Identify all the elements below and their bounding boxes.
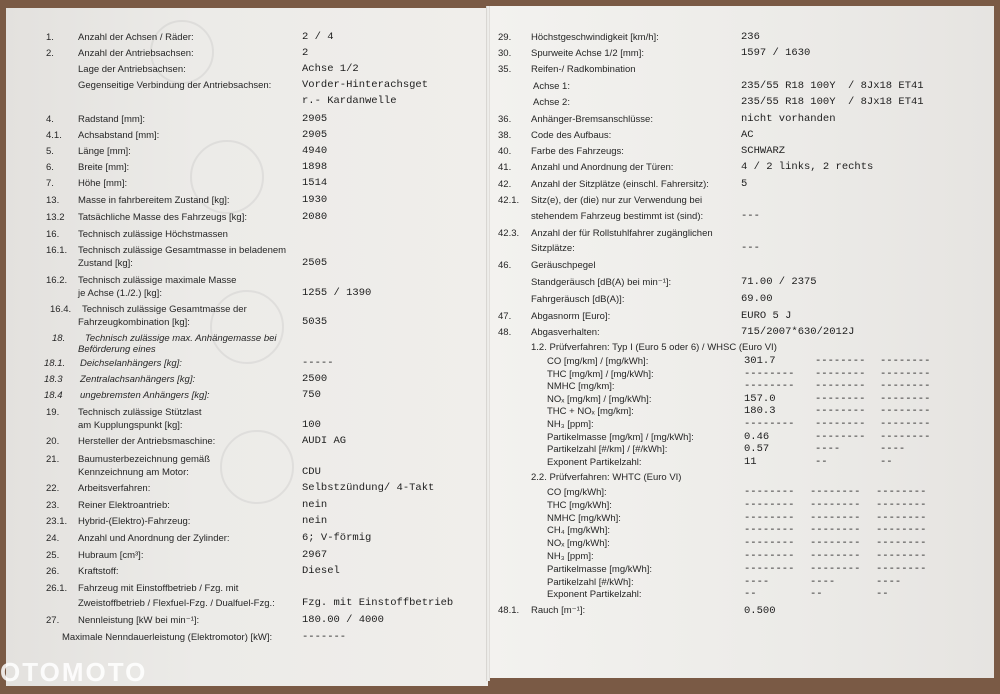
field-label: Deichselanhängers [kg]: — [80, 358, 182, 369]
field-number: 30. — [498, 48, 512, 59]
emission-value: -------- — [876, 550, 927, 562]
emission-value: -------- — [880, 367, 931, 380]
emission-value: -------- — [744, 418, 795, 430]
field-value: 1597 / 1630 — [741, 47, 811, 59]
emission-value: -- — [880, 455, 893, 468]
field-label: Masse in fahrbereitem Zustand [kg]: — [78, 195, 230, 206]
field-value: Vorder-Hinterachsget — [302, 79, 429, 91]
field-label: Kennzeichnung am Motor: — [78, 467, 189, 478]
field-number: 36. — [498, 114, 512, 125]
emission-value: -------- — [880, 392, 931, 405]
emission-value: -------- — [815, 392, 866, 405]
field-label: Anzahl der Antriebsachsen: — [78, 48, 194, 59]
emission-value: -------- — [815, 367, 866, 380]
field-number: 20. — [46, 436, 60, 447]
field-value: 236 — [741, 31, 760, 43]
field-value: 2905 — [302, 129, 328, 141]
field-value: 0.500 — [744, 605, 776, 617]
emission-label: NOₓ [mg/km] / [mg/kWh]: — [547, 393, 652, 405]
field-label: Sitzplätze: — [531, 243, 575, 254]
field-label: Technisch zulässige Höchstmassen — [78, 229, 228, 240]
field-label: Radstand [mm]: — [78, 114, 146, 125]
emission-label: NMHC [mg/km]: — [547, 381, 615, 393]
emission-label: CH₄ [mg/kWh]: — [547, 525, 610, 537]
field-number: 25. — [46, 550, 60, 561]
field-number: 42. — [498, 179, 512, 190]
field-label: Sitz(e), der (die) nur zur Verwendung bei — [531, 195, 703, 206]
field-value: AUDI AG — [302, 435, 347, 447]
field-value: SCHWARZ — [741, 145, 786, 157]
emission-value: ---- — [744, 575, 770, 588]
field-number: 18.3 — [44, 374, 63, 385]
field-label: Achse 1: — [533, 81, 570, 92]
emission-value: -------- — [815, 355, 866, 367]
field-value: AC — [741, 129, 754, 141]
emission-value: -------- — [876, 498, 927, 511]
field-value: CDU — [302, 466, 321, 478]
emission-value: -------- — [744, 550, 795, 562]
field-label: ungebremsten Anhängers [kg]: — [80, 390, 210, 401]
field-value: 1898 — [302, 161, 328, 173]
field-label: Höhe [mm]: — [78, 178, 128, 189]
field-label: Farbe des Fahrzeugs: — [531, 146, 624, 157]
field-number: 16.2. — [46, 275, 68, 286]
field-label: Reifen-/ Radkombination — [531, 64, 636, 75]
field-label: Hersteller der Antriebsmaschine: — [78, 436, 216, 447]
emission-value: -------- — [744, 562, 795, 575]
emission-label: NH₃ [ppm]: — [547, 419, 594, 430]
field-number: 18.1. — [44, 358, 66, 369]
emission-value: -------- — [880, 405, 931, 418]
emission-label: NH₃ [ppm]: — [547, 551, 594, 562]
emission-value: -------- — [876, 524, 927, 537]
field-value: 71.00 / 2375 — [741, 276, 817, 288]
field-value: / 8Jx18 ET41 — [848, 80, 924, 92]
field-number: 22. — [46, 483, 60, 494]
field-number: 23.1. — [46, 516, 68, 527]
field-label: Standgeräusch [dB(A) bei min⁻¹]: — [531, 277, 672, 288]
field-number: 48.1. — [498, 605, 520, 616]
emission-label: CO [mg/kWh]: — [547, 487, 607, 498]
field-label: Breite [mm]: — [78, 162, 130, 173]
field-label: Anzahl der Achsen / Räder: — [78, 32, 194, 43]
field-label: Anhänger-Bremsanschlüsse: — [531, 114, 653, 125]
emission-label: NOₓ [mg/kWh]: — [547, 538, 610, 550]
emission-value: -------- — [815, 418, 866, 430]
emission-value: -------- — [810, 511, 861, 524]
field-value: ----- — [302, 357, 334, 369]
field-value: 1930 — [302, 194, 328, 206]
emission-value: -------- — [810, 537, 861, 550]
field-label: Zentralachsanhängers [kg]: — [80, 374, 196, 385]
emission-label: Partikelzahl [#/kWh]: — [547, 576, 634, 588]
field-value: 235/55 R18 100Y — [741, 96, 836, 108]
field-label: Technisch zulässige Gesamtmasse der — [82, 304, 247, 315]
field-number: 47. — [498, 311, 512, 322]
emission-value: -------- — [880, 355, 931, 367]
field-label: Zweistoffbetrieb / Flexfuel-Fzg. / Dualfuel-Fzg.: — [78, 598, 275, 609]
emission-value: -- — [876, 588, 889, 601]
field-number: 16. — [46, 229, 60, 240]
field-value: 235/55 R18 100Y — [741, 80, 836, 92]
field-label: je Achse (1./2.) [kg]: — [78, 288, 162, 299]
field-value: 1255 / 1390 — [302, 287, 372, 299]
field-label: Geräuschpegel — [531, 260, 596, 271]
emission-value: -------- — [744, 524, 795, 537]
field-label: Technisch zulässige Stützlast — [78, 407, 202, 418]
emission-value: -- — [744, 588, 757, 601]
field-value: Selbstzündung/ 4-Takt — [302, 482, 435, 494]
emission-value: -------- — [810, 562, 861, 575]
field-number: 38. — [498, 130, 512, 141]
field-label: Technisch zulässige maximale Masse — [78, 275, 237, 286]
field-number: 5. — [46, 146, 54, 157]
field-number: 35. — [498, 64, 512, 75]
field-value: Diesel — [302, 565, 340, 577]
field-label: stehendem Fahrzeug bestimmt ist (sind): — [531, 211, 704, 222]
field-number: 16.4. — [50, 304, 72, 315]
emission-value: 0.46 — [744, 430, 770, 443]
field-label: Achsabstand [mm]: — [78, 130, 160, 141]
field-number: 27. — [46, 615, 60, 626]
emission-value: 180.3 — [744, 405, 776, 418]
field-value: ------- — [302, 631, 347, 643]
field-label: Länge [mm]: — [78, 146, 131, 157]
emission-value: -------- — [810, 498, 861, 511]
emission-label: Partikelmasse [mg/kWh]: — [547, 563, 653, 575]
field-label: Abgasverhalten: — [531, 327, 600, 338]
field-number: 4. — [46, 114, 54, 125]
field-value: nein — [302, 499, 328, 511]
field-value: 5035 — [302, 316, 328, 328]
emission-value: 11 — [744, 455, 757, 468]
emission-label: Partikelzahl [#/km] / [#/kWh]: — [547, 444, 668, 456]
field-number: 1. — [46, 32, 54, 43]
field-value: 6; V-förmig — [302, 532, 372, 544]
field-label: Spurweite Achse 1/2 [mm]: — [531, 48, 644, 59]
field-label: Technisch zulässige Gesamtmasse in beladenem — [78, 245, 287, 256]
emission-label: Exponent Partikelzahl: — [547, 456, 642, 468]
emission-label: NMHC [mg/kWh]: — [547, 512, 621, 524]
field-value: 750 — [302, 389, 321, 401]
emission-value: -------- — [880, 380, 931, 393]
emission-value: -------- — [744, 367, 795, 380]
emission-value: -------- — [810, 550, 861, 562]
field-value: 1514 — [302, 177, 328, 189]
emission-value: -------- — [815, 430, 866, 443]
field-label: Anzahl und Anordnung der Zylinder: — [78, 533, 230, 544]
field-number: 48. — [498, 327, 512, 338]
emission-value: -------- — [744, 537, 795, 550]
emission-label: Exponent Partikelzahl: — [547, 589, 642, 601]
field-number: 24. — [46, 533, 60, 544]
field-value: 2905 — [302, 113, 328, 125]
watermark-ring — [220, 430, 294, 504]
emission-value: -------- — [880, 430, 931, 443]
emission-value: -------- — [815, 380, 866, 393]
field-label: Achse 2: — [533, 97, 570, 108]
field-number: 4.1. — [46, 130, 62, 141]
field-value: 2 / 4 — [302, 31, 334, 43]
field-label: Abgasnorm [Euro]: — [531, 311, 611, 322]
emission-value: -------- — [876, 511, 927, 524]
field-label: Hybrid-(Elektro)-Fahrzeug: — [78, 516, 191, 527]
emission-value: ---- — [815, 443, 841, 456]
field-label: Reiner Elektroantrieb: — [78, 500, 170, 511]
field-number: 21. — [46, 454, 60, 465]
field-label: Anzahl und Anordnung der Türen: — [531, 162, 674, 173]
field-value: 2967 — [302, 549, 328, 561]
emission-value: -------- — [876, 537, 927, 550]
field-value: 4 / 2 links, 2 rechts — [741, 161, 874, 173]
emission-value: -- — [810, 588, 823, 601]
emission-value: -------- — [880, 418, 931, 430]
field-value: 715/2007*630/2012J — [741, 326, 855, 338]
emission-value: -------- — [744, 380, 795, 393]
field-label: Hubraum [cm³]: — [78, 550, 144, 561]
field-number: 23. — [46, 500, 60, 511]
field-number: 16.1. — [46, 245, 68, 256]
field-number: 18. — [52, 333, 66, 344]
emission-value: 0.57 — [744, 443, 770, 456]
field-label: Maximale Nenndauerleistung (Elektromotor) [kW]: — [62, 632, 273, 643]
emissions-heading: 1.2. Prüfverfahren: Typ I (Euro 5 oder 6) / WHSC (Euro VI) — [531, 342, 777, 353]
page-fold — [486, 6, 490, 681]
field-number: 13. — [46, 195, 60, 206]
emission-value: -------- — [876, 486, 927, 498]
field-number: 40. — [498, 146, 512, 157]
field-label: Code des Aufbaus: — [531, 130, 612, 141]
field-value: 2500 — [302, 373, 328, 385]
emissions-heading: 2.2. Prüfverfahren: WHTC (Euro VI) — [531, 472, 682, 483]
field-label: Beförderung eines — [78, 344, 156, 355]
field-number: 13.2 — [46, 212, 65, 223]
field-label: am Kupplungspunkt [kg]: — [78, 420, 183, 431]
emission-value: -- — [815, 455, 828, 468]
emission-label: THC [mg/km] / [mg/kWh]: — [547, 368, 654, 380]
emission-value: -------- — [744, 486, 795, 498]
emission-value: ---- — [810, 575, 836, 588]
emission-value: -------- — [744, 511, 795, 524]
field-value: 2 — [302, 47, 309, 59]
field-number: 42.1. — [498, 195, 520, 206]
field-number: 7. — [46, 178, 54, 189]
emission-value: -------- — [810, 486, 861, 498]
field-label: Tatsächliche Masse des Fahrzeugs [kg]: — [78, 212, 247, 223]
field-label: Gegenseitige Verbindung der Antriebsachsen: — [78, 80, 272, 91]
field-label: Fahrzeugkombination [kg]: — [78, 317, 190, 328]
emission-value: ---- — [880, 443, 906, 456]
emission-value: 301.7 — [744, 355, 776, 367]
field-value: nicht vorhanden — [741, 113, 836, 125]
emission-label: Partikelmasse [mg/km] / [mg/kWh]: — [547, 431, 694, 443]
field-label: Arbeitsverfahren: — [78, 483, 151, 494]
field-label: Zustand [kg]: — [78, 258, 133, 269]
emission-label: CO [mg/km] / [mg/kWh]: — [547, 356, 649, 367]
field-value: 5 — [741, 178, 748, 190]
field-value: nein — [302, 515, 328, 527]
emission-value: -------- — [876, 562, 927, 575]
field-value: --- — [741, 242, 760, 254]
field-label: Kraftstoff: — [78, 566, 119, 577]
field-value: r.- Kardanwelle — [302, 95, 397, 107]
field-number: 19. — [46, 407, 60, 418]
emission-value: -------- — [744, 498, 795, 511]
field-number: 26.1. — [46, 583, 68, 594]
field-label: Fahrgeräusch [dB(A)]: — [531, 294, 625, 305]
field-value: EURO 5 J — [741, 310, 792, 322]
field-value: 2080 — [302, 211, 328, 223]
field-number: 29. — [498, 32, 512, 43]
emission-label: THC + NOₓ [mg/km]: — [547, 406, 634, 418]
field-number: 18.4 — [44, 390, 63, 401]
field-label: Rauch [m⁻¹]: — [531, 605, 586, 616]
field-value: 180.00 / 4000 — [302, 614, 384, 626]
field-label: Baumusterbezeichnung gemäß — [78, 454, 211, 465]
watermark-ring — [210, 290, 284, 364]
field-value: --- — [741, 210, 760, 222]
field-number: 46. — [498, 260, 512, 271]
field-number: 41. — [498, 162, 512, 173]
emission-value: 157.0 — [744, 392, 776, 405]
field-value: 69.00 — [741, 293, 773, 305]
field-label: Technisch zulässige max. Anhängemasse bei — [85, 333, 277, 344]
field-value: 100 — [302, 419, 321, 431]
field-label: Lage der Antriebsachsen: — [78, 64, 186, 75]
emission-value: -------- — [815, 405, 866, 418]
emission-label: THC [mg/kWh]: — [547, 499, 612, 511]
field-label: Fahrzeug mit Einstoffbetrieb / Fzg. mit — [78, 583, 239, 594]
field-number: 2. — [46, 48, 54, 59]
field-number: 42.3. — [498, 228, 520, 239]
field-number: 26. — [46, 566, 60, 577]
field-label: Anzahl der Sitzplätze (einschl. Fahrersitz): — [531, 179, 709, 190]
field-value: 4940 — [302, 145, 328, 157]
field-label: Anzahl der für Rollstuhlfahrer zugänglichen — [531, 228, 713, 239]
field-value: 2505 — [302, 257, 328, 269]
emission-value: -------- — [810, 524, 861, 537]
field-number: 6. — [46, 162, 54, 173]
field-label: Höchstgeschwindigkeit [km/h]: — [531, 32, 659, 43]
site-watermark: OTOMOTO — [0, 657, 148, 687]
field-value: Fzg. mit Einstoffbetrieb — [302, 597, 454, 609]
field-value: / 8Jx18 ET41 — [848, 96, 924, 108]
field-value: Achse 1/2 — [302, 63, 359, 75]
field-label: Nennleistung [kW bei min⁻¹]: — [78, 615, 200, 626]
emission-value: ---- — [876, 575, 902, 588]
